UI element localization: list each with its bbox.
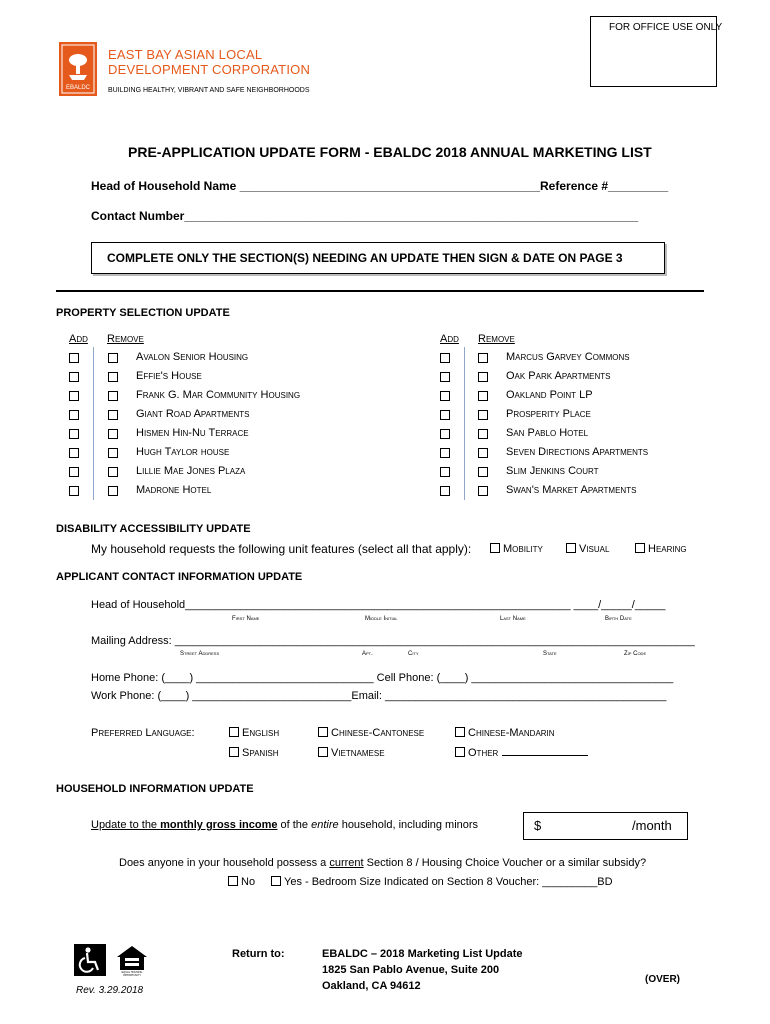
notice-box — [91, 242, 665, 274]
mobility-checkbox[interactable] — [490, 543, 500, 553]
add-checkbox[interactable] — [69, 353, 79, 363]
work-phone-email-field[interactable]: Work Phone: (____) __________________________Email: ______________________________________________ — [91, 690, 667, 702]
sub-street: Street Address — [180, 651, 220, 657]
revision-date: Rev. 3.29.2018 — [76, 985, 144, 996]
property-name: Marcus Garvey Commons — [506, 351, 630, 363]
add-checkbox[interactable] — [69, 429, 79, 439]
right-remove-header: Remove — [478, 333, 515, 345]
add-checkbox[interactable] — [440, 467, 450, 477]
remove-checkbox[interactable] — [478, 467, 488, 477]
add-checkbox[interactable] — [440, 486, 450, 496]
remove-checkbox[interactable] — [108, 372, 118, 382]
remove-checkbox[interactable] — [108, 467, 118, 477]
remove-checkbox[interactable] — [478, 391, 488, 401]
add-checkbox[interactable] — [69, 391, 79, 401]
remove-checkbox[interactable] — [108, 353, 118, 363]
equal-housing-text: EQUAL HOUSING OPPORTUNITY — [121, 971, 143, 977]
option-visual[interactable]: Visual — [566, 543, 609, 555]
property-name: Frank G. Mar Community Housing — [136, 389, 301, 401]
org-name-line2: DEVELOPMENT CORPORATION — [108, 62, 311, 77]
remove-checkbox[interactable] — [478, 486, 488, 496]
left-column-divider — [93, 347, 94, 500]
return-to-label: Return to: — [232, 948, 285, 960]
lang-mandarin[interactable]: Chinese-Mandarin — [455, 727, 555, 739]
remove-checkbox[interactable] — [108, 391, 118, 401]
remove-checkbox[interactable] — [108, 410, 118, 420]
mailing-address-field[interactable]: Mailing Address: _____________________________________________________________________________________ — [91, 635, 695, 647]
other-checkbox[interactable] — [455, 747, 465, 757]
language-label: Preferred Language: — [91, 727, 195, 739]
return-address-line2: 1825 San Pablo Avenue, Suite 200 — [322, 964, 500, 976]
add-checkbox[interactable] — [440, 410, 450, 420]
property-name: Prosperity Place — [506, 408, 591, 420]
remove-checkbox[interactable] — [478, 410, 488, 420]
add-checkbox[interactable] — [440, 372, 450, 382]
sub-city: City — [408, 651, 419, 657]
sub-zip: Zip Code — [624, 651, 647, 657]
sub-apt: Apt. — [362, 651, 373, 657]
property-name: Slim Jenkins Court — [506, 465, 599, 477]
contact-number-field[interactable]: Contact Number____________________________________________________________________ — [91, 209, 639, 223]
property-name: Giant Road Apartments — [136, 408, 250, 420]
remove-checkbox[interactable] — [108, 429, 118, 439]
org-name-line1: EAST BAY ASIAN LOCAL — [108, 47, 263, 62]
add-checkbox[interactable] — [69, 410, 79, 420]
home-cell-phone-field[interactable]: Home Phone: (____) _____________________________ Cell Phone: (____) _________________________________ — [91, 672, 674, 684]
office-use-label: FOR OFFICE USE ONLY — [609, 22, 723, 33]
lang-cantonese[interactable]: Chinese-Cantonese — [318, 727, 424, 739]
lang-other[interactable]: Other — [455, 747, 588, 759]
sub-state: State — [543, 651, 557, 657]
sub-first-name: First Name — [232, 616, 260, 622]
other-language-input[interactable] — [502, 755, 588, 756]
hoh-field[interactable]: Head of Household_______________________________________________________________ ____/_____/_____ — [91, 599, 666, 611]
sub-birth-date: Birth Date — [605, 616, 632, 622]
lang-spanish[interactable]: Spanish — [229, 747, 279, 759]
property-name: San Pablo Hotel — [506, 427, 589, 439]
right-column-divider — [464, 347, 465, 500]
accessibility-icon — [74, 944, 106, 976]
option-hearing[interactable]: Hearing — [635, 543, 687, 555]
return-address-line3: Oakland, CA 94612 — [322, 980, 421, 992]
svg-text:EBALDC: EBALDC — [65, 85, 91, 91]
disability-prompt: My household requests the following unit features (select all that apply): — [91, 542, 472, 556]
mandarin-checkbox[interactable] — [455, 727, 465, 737]
org-tagline: BUILDING HEALTHY, VIBRANT AND SAFE NEIGHBORHOODS — [108, 87, 310, 94]
no-checkbox[interactable] — [228, 876, 238, 886]
property-name: Hismen Hin-Nu Terrace — [136, 427, 249, 439]
property-name: Effie's House — [136, 370, 202, 382]
english-checkbox[interactable] — [229, 727, 239, 737]
add-checkbox[interactable] — [440, 429, 450, 439]
property-name: Lillie Mae Jones Plaza — [136, 465, 246, 477]
contact-heading: APPLICANT CONTACT INFORMATION UPDATE — [56, 571, 303, 583]
property-name: Avalon Senior Housing — [136, 351, 249, 363]
voucher-question: Does anyone in your household possess a current Section 8 / Housing Choice Voucher or a similar subsidy? — [119, 857, 647, 869]
add-checkbox[interactable] — [440, 353, 450, 363]
add-checkbox[interactable] — [69, 486, 79, 496]
remove-checkbox[interactable] — [108, 448, 118, 458]
yes-checkbox[interactable] — [271, 876, 281, 886]
property-name: Oakland Point LP — [506, 389, 593, 401]
remove-checkbox[interactable] — [478, 429, 488, 439]
disability-heading: DISABILITY ACCESSIBILITY UPDATE — [56, 523, 251, 535]
return-address-line1: EBALDC – 2018 Marketing List Update — [322, 948, 523, 960]
per-month-label: /month — [632, 818, 672, 833]
monthly-income-input[interactable] — [523, 812, 688, 840]
over-label: (OVER) — [645, 974, 680, 985]
property-name: Oak Park Apartments — [506, 370, 611, 382]
sub-last-name: Last Name — [500, 616, 526, 622]
add-checkbox[interactable] — [69, 448, 79, 458]
property-name: Hugh Taylor house — [136, 446, 230, 458]
household-heading: HOUSEHOLD INFORMATION UPDATE — [56, 783, 254, 795]
property-name: Seven Directions Apartments — [506, 446, 649, 458]
remove-checkbox[interactable] — [108, 486, 118, 496]
section-divider — [56, 290, 704, 292]
add-checkbox[interactable] — [69, 467, 79, 477]
add-checkbox[interactable] — [440, 448, 450, 458]
voucher-no[interactable]: No — [228, 876, 255, 888]
add-checkbox[interactable] — [69, 372, 79, 382]
ebaldc-logo — [59, 42, 97, 96]
property-heading: PROPERTY SELECTION UPDATE — [56, 307, 230, 319]
left-remove-header: Remove — [107, 333, 144, 345]
right-add-header: Add — [440, 333, 459, 345]
sub-middle-initial: Middle Initial — [365, 616, 398, 622]
voucher-yes[interactable]: Yes - Bedroom Size Indicated on Section 8 Voucher: _________BD — [271, 876, 613, 888]
visual-checkbox[interactable] — [566, 543, 576, 553]
lang-english[interactable]: English — [229, 727, 279, 739]
hearing-checkbox[interactable] — [635, 543, 645, 553]
office-use-box — [590, 16, 723, 87]
option-mobility[interactable]: Mobility — [490, 543, 543, 555]
cantonese-checkbox[interactable] — [318, 727, 328, 737]
spanish-checkbox[interactable] — [229, 747, 239, 757]
notice-text: COMPLETE ONLY THE SECTION(S) NEEDING AN UPDATE THEN SIGN & DATE ON PAGE 3 — [107, 251, 623, 265]
property-name: Swan's Market Apartments — [506, 484, 637, 496]
remove-checkbox[interactable] — [478, 353, 488, 363]
lang-vietnamese[interactable]: Vietnamese — [318, 747, 385, 759]
vietnamese-checkbox[interactable] — [318, 747, 328, 757]
income-instruction: Update to the monthly gross income of the entire household, including minors — [91, 819, 479, 831]
left-add-header: Add — [69, 333, 88, 345]
remove-checkbox[interactable] — [478, 372, 488, 382]
remove-checkbox[interactable] — [478, 448, 488, 458]
head-of-household-field[interactable]: Head of Household Name _____________________________________________Reference #_________ — [91, 179, 669, 193]
property-name: Madrone Hotel — [136, 484, 212, 496]
dollar-sign: $ — [534, 818, 542, 833]
form-title: PRE-APPLICATION UPDATE FORM - EBALDC 2018 ANNUAL MARKETING LIST — [128, 144, 652, 160]
add-checkbox[interactable] — [440, 391, 450, 401]
